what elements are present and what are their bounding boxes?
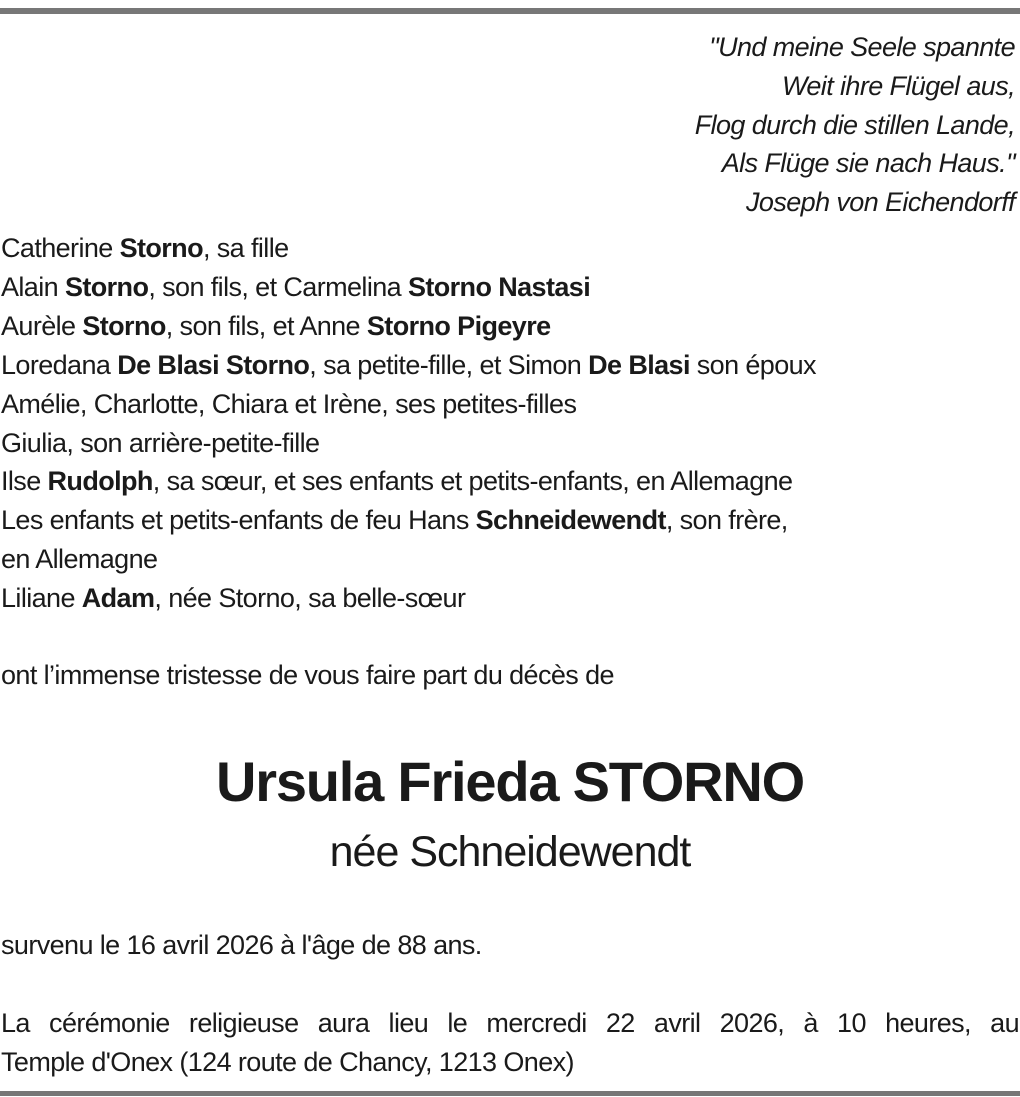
poem-line: Flog durch die stillen Lande,: [694, 109, 1015, 140]
family-line-alain: Alain Storno, son fils, et Carmelina Storno Nastasi: [1, 271, 591, 302]
family-line-catherine: Catherine Storno, sa fille: [1, 233, 289, 263]
family-list: [1, 229, 1001, 618]
ceremony-line: La cérémonie religieuse aura lieu le mercredi 22 avril 2026, à 10 heures, au: [1, 1008, 1019, 1038]
family-line-giulia: Giulia, son arrière-petite-fille: [1, 427, 320, 458]
top-rule: [0, 8, 1020, 14]
bottom-rule: [0, 1091, 1020, 1096]
ceremony-info: [1, 1004, 1019, 1081]
announcement-text: ont l’immense tristesse de vous faire part du décès de: [1, 660, 614, 690]
family-line-aurele: Aurèle Storno, son fils, et Anne Storno Pigeyre: [1, 310, 551, 341]
deceased-name: Ursula Frieda STORNO: [215, 750, 804, 813]
family-line-great-granddaughters: Amélie, Charlotte, Chiara et Irène, ses petites-filles: [1, 388, 577, 419]
death-notice: survenu le 16 avril 2026 à l'âge de 88 ans.: [1, 930, 482, 960]
family-line-liliane: Liliane Adam, née Storno, sa belle-sœur: [1, 583, 466, 614]
ceremony-location: Temple d'Onex (124 route de Chancy, 1213 Onex): [1, 1046, 574, 1077]
maiden-name: née Schneidewendt: [329, 828, 691, 876]
poem-line: "Und meine Seele spannte: [709, 32, 1015, 62]
poem-line: Als Flüge sie nach Haus.": [721, 148, 1015, 179]
family-line-continuation: en Allemagne: [1, 544, 158, 575]
family-line-loredana: Loredana De Blasi Storno, sa petite-fille, et Simon De Blasi son époux: [1, 349, 816, 380]
family-line-hans-children: Les enfants et petits-enfants de feu Hans Schneidewendt, son frère,: [1, 505, 788, 536]
poem-line: Weit ihre Flügel aus,: [781, 70, 1015, 101]
poem-quote: [495, 28, 1015, 222]
poem-author: Joseph von Eichendorff: [746, 187, 1015, 218]
family-line-ilse: Ilse Rudolph, sa sœur, et ses enfants et petits-enfants, en Allemagne: [1, 466, 793, 497]
